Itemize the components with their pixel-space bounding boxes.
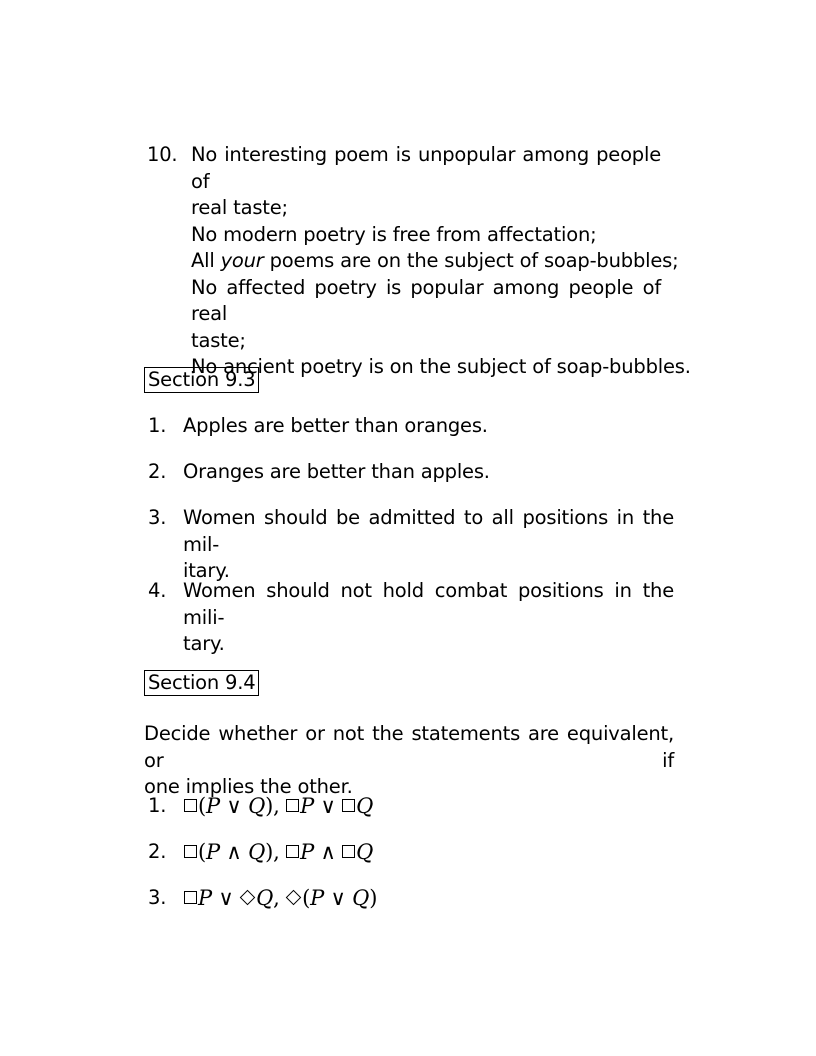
item-number: 1. — [148, 794, 167, 817]
list-item — [144, 413, 674, 440]
section-9-4-heading: Section 9.4 — [144, 670, 259, 696]
diamond-operator-icon — [286, 890, 302, 906]
comma: , — [273, 840, 280, 864]
and-symbol: ∧ — [320, 840, 336, 864]
text-line — [191, 248, 679, 275]
text-line: Women should be admitted to all positions in the mil- — [183, 506, 674, 556]
item-text — [183, 505, 674, 585]
var-p: P — [206, 794, 220, 818]
paren: ) — [265, 840, 274, 864]
paren: ( — [302, 886, 311, 910]
text-line: Decide whether or not the statements are equivalent, or if — [144, 722, 674, 772]
list-item — [144, 459, 674, 486]
var-p: P — [310, 886, 325, 910]
section-9-3-heading: Section 9.3 — [144, 367, 259, 393]
item-text — [183, 459, 674, 486]
var-p: P — [206, 840, 220, 864]
text-line: real taste; — [191, 196, 288, 219]
text-line: No interesting poem is unpopular among people of — [191, 143, 661, 193]
paren: ( — [198, 840, 206, 864]
item-number: 3. — [148, 886, 167, 909]
text-line: No affected poetry is popular among people of real — [191, 275, 661, 325]
or-symbol: ∨ — [330, 886, 346, 910]
formula-item — [144, 793, 674, 820]
text-line: one implies the other. — [144, 775, 353, 798]
comma: , — [273, 794, 280, 818]
or-symbol: ∨ — [218, 886, 234, 910]
item-number: 2. — [148, 460, 167, 483]
list-item — [144, 578, 674, 655]
text-line: Apples are better than oranges. — [183, 414, 488, 437]
var-q: Q — [256, 886, 274, 910]
formula — [184, 793, 373, 820]
var-p: P — [300, 840, 315, 864]
formula-item — [144, 885, 674, 912]
text-line: itary. — [183, 559, 230, 582]
paren: ) — [265, 794, 274, 818]
box-operator-icon — [342, 845, 355, 858]
item-text — [183, 578, 674, 658]
var-q: Q — [248, 840, 266, 864]
text-line: Oranges are better than apples. — [183, 460, 490, 483]
formula — [184, 885, 377, 912]
text-line: tary. — [183, 632, 225, 655]
text-rest: poems are on the subject of soap-bubbles; — [269, 249, 679, 272]
paren: ( — [198, 794, 206, 818]
or-symbol: ∨ — [320, 794, 336, 818]
formula-item — [144, 839, 674, 866]
section-9-4-instructions — [144, 721, 674, 801]
paren: ) — [369, 886, 378, 910]
var-q: Q — [248, 794, 266, 818]
var-q: Q — [356, 794, 374, 818]
var-q: Q — [356, 840, 374, 864]
var-p: P — [300, 794, 315, 818]
box-operator-icon — [286, 845, 299, 858]
problem-10-text — [191, 142, 691, 381]
item-number: 4. — [148, 579, 167, 602]
var-p: P — [198, 886, 212, 910]
item-number: 2. — [148, 840, 167, 863]
box-operator-icon — [184, 891, 197, 904]
item-text — [183, 413, 674, 440]
text-line: No modern poetry is free from affectation; — [191, 222, 597, 246]
and-symbol: ∧ — [226, 840, 242, 864]
comma: , — [273, 886, 280, 910]
list-item — [144, 505, 674, 582]
text-line: taste; — [191, 328, 246, 352]
box-operator-icon — [184, 845, 197, 858]
formula — [184, 839, 373, 866]
box-operator-icon — [286, 799, 299, 812]
item-number: 3. — [148, 506, 167, 529]
text-line: Women should not hold combat positions in the mili- — [183, 579, 674, 629]
item-number: 10. — [147, 143, 178, 166]
box-operator-icon — [342, 799, 355, 812]
diamond-operator-icon — [240, 890, 256, 906]
var-q: Q — [352, 886, 370, 910]
item-number: 1. — [148, 414, 167, 437]
emphasis-your: your — [220, 249, 264, 272]
text-line: No ancient poetry is on the subject of soap-bubbles. — [191, 355, 691, 378]
problem-10 — [144, 142, 691, 378]
box-operator-icon — [184, 799, 197, 812]
text-prefix: All — [191, 249, 221, 272]
or-symbol: ∨ — [226, 794, 242, 818]
